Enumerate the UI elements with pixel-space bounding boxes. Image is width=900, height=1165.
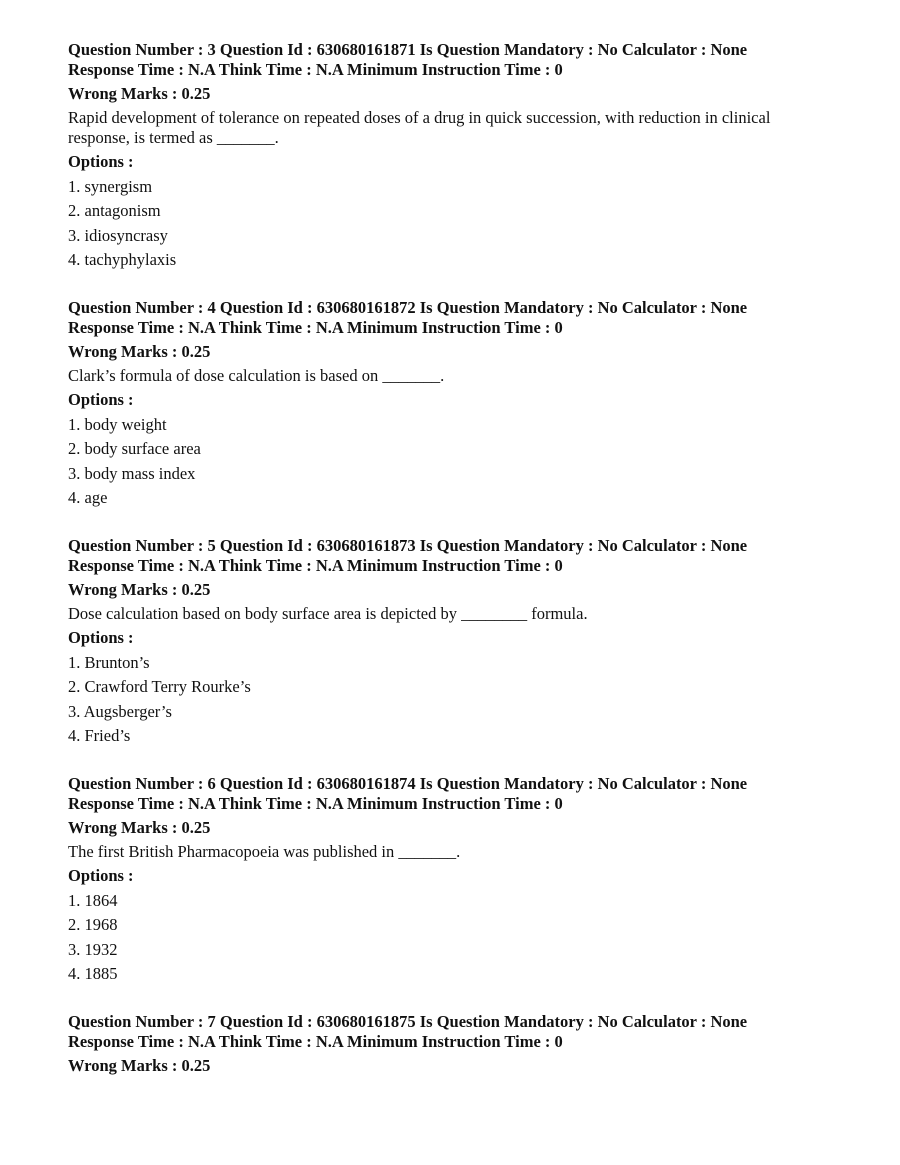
wrong-marks: Wrong Marks : 0.25 [68,1056,211,1075]
question-timing: Response Time : N.A Think Time : N.A Minimum Instruction Time : 0 [68,60,563,79]
question-text: The first British Pharmacopoeia was published in _______. [68,842,461,861]
option-item: 2. antagonism [68,201,161,220]
question-timing: Response Time : N.A Think Time : N.A Minimum Instruction Time : 0 [68,1032,563,1051]
wrong-marks: Wrong Marks : 0.25 [68,84,211,103]
option-item: 1. body weight [68,414,167,434]
option-item: 1. 1864 [68,890,118,910]
option-item: 2. body surface area [68,439,201,458]
question-timing: Response Time : N.A Think Time : N.A Minimum Instruction Time : 0 [68,318,563,337]
option-item: 3. idiosyncrasy [68,225,168,245]
question-paper [68,40,848,1104]
option-item: 4. tachyphylaxis [68,250,177,269]
question-block-3 [68,40,848,270]
question-timing: Response Time : N.A Think Time : N.A Minimum Instruction Time : 0 [68,794,563,813]
question-header: Question Number : 3 Question Id : 630680161871 Is Question Mandatory : No Calculator : None [68,40,748,59]
options-label: Options : [68,628,134,647]
options-label: Options : [68,152,134,171]
question-block-7 [68,1012,848,1076]
option-item: 4. 1885 [68,964,118,983]
option-item: 4. Fried’s [68,726,131,745]
question-header: Question Number : 7 Question Id : 630680161875 Is Question Mandatory : No Calculator : None [68,1012,748,1031]
wrong-marks: Wrong Marks : 0.25 [68,818,211,837]
option-item: 3. Augsberger’s [68,701,172,721]
question-text: Clark’s formula of dose calculation is based on _______. [68,366,445,385]
options-label: Options : [68,866,134,885]
option-item: 4. age [68,488,108,507]
question-header: Question Number : 5 Question Id : 630680161873 Is Question Mandatory : No Calculator : None [68,536,748,555]
question-header: Question Number : 4 Question Id : 630680161872 Is Question Mandatory : No Calculator : None [68,298,748,317]
question-block-4 [68,298,848,508]
question-text-line: response, is termed as _______. [68,128,279,147]
option-item: 2. Crawford Terry Rourke’s [68,677,251,696]
question-block-6 [68,774,848,984]
option-item: 1. synergism [68,176,153,196]
wrong-marks: Wrong Marks : 0.25 [68,580,211,599]
wrong-marks: Wrong Marks : 0.25 [68,342,211,361]
option-item: 1. Brunton’s [68,652,150,672]
options-label: Options : [68,390,134,409]
question-text [68,108,848,148]
question-text-line: Rapid development of tolerance on repeated doses of a drug in quick succession, with reduction in clinical [68,108,771,127]
question-timing: Response Time : N.A Think Time : N.A Minimum Instruction Time : 0 [68,556,563,575]
option-item: 3. 1932 [68,939,118,959]
option-item: 2. 1968 [68,915,118,934]
question-block-5 [68,536,848,746]
question-text: Dose calculation based on body surface area is depicted by ________ formula. [68,604,588,623]
option-item: 3. body mass index [68,463,196,483]
question-header: Question Number : 6 Question Id : 630680161874 Is Question Mandatory : No Calculator : None [68,774,748,793]
